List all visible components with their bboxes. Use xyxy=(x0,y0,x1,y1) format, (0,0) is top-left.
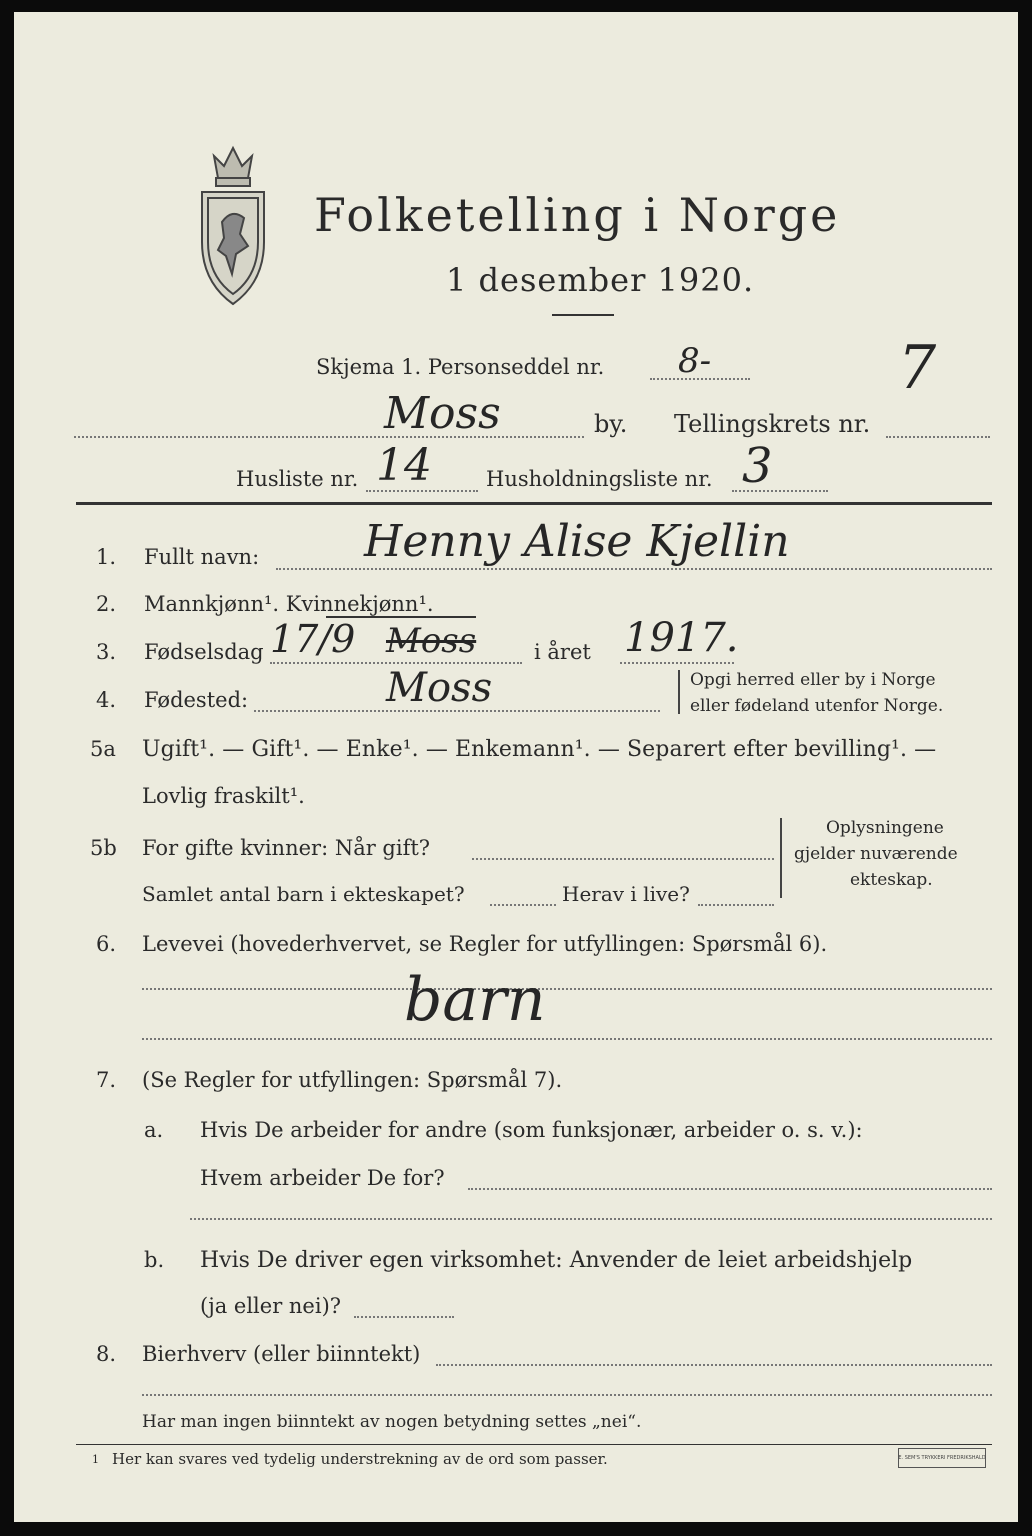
q3-year-label: i året xyxy=(534,640,591,664)
by-dotted-line xyxy=(74,436,584,438)
q5b-children-dotted-line xyxy=(490,904,556,906)
q6-label: Levevei (hovederhvervet, se Regler for utfyllingen: Spørsmål 6). xyxy=(142,932,828,956)
q5b-married-label: For gifte kvinner: Når gift? xyxy=(142,836,431,860)
q7b-line2: (ja eller nei)? xyxy=(200,1294,342,1318)
q7b-letter: b. xyxy=(144,1248,165,1272)
by-value: Moss xyxy=(384,388,501,439)
husholdningsliste-dotted-line xyxy=(732,490,828,492)
q8-label: Bierhverv (eller biinntekt) xyxy=(142,1342,421,1366)
q5b-note-line2: gjelder nuværende xyxy=(794,844,958,864)
q5a-number: 5a xyxy=(90,737,116,761)
coat-of-arms-icon xyxy=(192,142,274,312)
q4-label: Fødested: xyxy=(144,688,249,712)
q6-dotted-line1 xyxy=(142,988,992,990)
q5b-number: 5b xyxy=(90,836,117,860)
q7-number: 7. xyxy=(96,1068,117,1092)
skjema-label: Skjema 1. Personseddel nr. xyxy=(316,355,605,379)
q7a-line1: Hvis De arbeider for andre (som funksjonær, arbeider o. s. v.): xyxy=(200,1118,863,1142)
q2-number: 2. xyxy=(96,592,117,616)
q5b-alive-label: Herav i live? xyxy=(562,882,690,906)
q8-dotted-line1 xyxy=(436,1364,992,1366)
husholdningsliste-value: 3 xyxy=(742,438,773,494)
by-label: by. xyxy=(594,410,628,438)
q7a-line2: Hvem arbeider De for? xyxy=(200,1166,445,1190)
husliste-label: Husliste nr. xyxy=(236,467,359,491)
q7b-dotted-line xyxy=(354,1316,454,1318)
q7b-line1: Hvis De driver egen virksomhet: Anvender de leiet arbeidshjelp xyxy=(200,1248,913,1273)
paper-sheet xyxy=(14,12,1018,1522)
q1-label: Fullt navn: xyxy=(144,545,260,569)
birthplace-value: Moss xyxy=(386,665,493,711)
skjema-value: 8- xyxy=(678,341,712,381)
q5b-married-dotted-line xyxy=(472,858,774,860)
printer-stamp xyxy=(898,1448,986,1468)
q3-label: Fødselsdag xyxy=(144,640,264,664)
q5b-note-brace xyxy=(780,818,788,898)
q6-dotted-line2 xyxy=(142,1038,992,1040)
q5b-note-line3: ekteskap. xyxy=(850,870,933,890)
header-rule xyxy=(76,502,992,505)
husliste-dotted-line xyxy=(366,490,478,492)
birthdate-struck-text: Moss xyxy=(386,621,477,661)
q5a-marital-options: Ugift¹. — Gift¹. — Enke¹. — Enkemann¹. — Separert efter bevilling¹. — xyxy=(142,737,937,762)
q5a-marital-options-cont: Lovlig fraskilt¹. xyxy=(142,784,305,808)
q7a-dotted-line2 xyxy=(190,1218,992,1220)
tellingskrets-dotted-line xyxy=(886,436,990,438)
husliste-value: 14 xyxy=(376,440,432,491)
q7a-letter: a. xyxy=(144,1118,164,1142)
q8-dotted-line2 xyxy=(142,1394,992,1396)
tellingskrets-label: Tellingskrets nr. xyxy=(674,410,871,438)
q2-gender-options: Mannkjønn¹. Kvinnekjønn¹. xyxy=(144,592,434,616)
census-date: 1 desember 1920. xyxy=(446,261,755,299)
occupation-value: barn xyxy=(404,965,546,1035)
q4-note-brace xyxy=(678,670,686,714)
q4-note-line2: eller fødeland utenfor Norge. xyxy=(690,696,944,716)
footnote-text: Her kan svares ved tydelig understrekning av de ord som passer. xyxy=(112,1450,608,1468)
q7a-dotted-line1 xyxy=(468,1188,992,1190)
q8-number: 8. xyxy=(96,1342,117,1366)
q5b-children-label: Samlet antal barn i ekteskapet? xyxy=(142,882,465,906)
footnote-rule xyxy=(76,1444,992,1445)
husholdningsliste-label: Husholdningsliste nr. xyxy=(486,467,713,491)
birth-year-value: 1917. xyxy=(624,615,739,661)
q3-number: 3. xyxy=(96,640,117,664)
q5b-alive-dotted-line xyxy=(698,904,774,906)
q3-dotted-line xyxy=(270,662,522,664)
full-name-value: Henny Alise Kjellin xyxy=(364,516,790,567)
birthdate-value: 17/9 xyxy=(270,617,356,661)
q1-dotted-line xyxy=(276,568,992,570)
printer-stamp-text: E. SEM'S TRYKKERI FREDRIKSHALD xyxy=(898,1454,986,1461)
header-divider xyxy=(552,314,614,316)
q5b-note-line1: Oplysningene xyxy=(826,818,944,838)
q4-note-line1: Opgi herred eller by i Norge xyxy=(690,670,936,690)
q3-year-dotted-line xyxy=(620,662,734,664)
q4-number: 4. xyxy=(96,688,117,712)
q7-label: (Se Regler for utfyllingen: Spørsmål 7). xyxy=(142,1068,563,1092)
tellingskrets-value: 7 xyxy=(898,333,937,403)
bottom-note: Har man ingen biinntekt av nogen betydning settes „nei“. xyxy=(142,1412,642,1432)
q1-number: 1. xyxy=(96,545,117,569)
footnote-mark: 1 xyxy=(92,1453,99,1466)
form-title: Folketelling i Norge xyxy=(314,188,841,242)
q6-number: 6. xyxy=(96,932,117,956)
